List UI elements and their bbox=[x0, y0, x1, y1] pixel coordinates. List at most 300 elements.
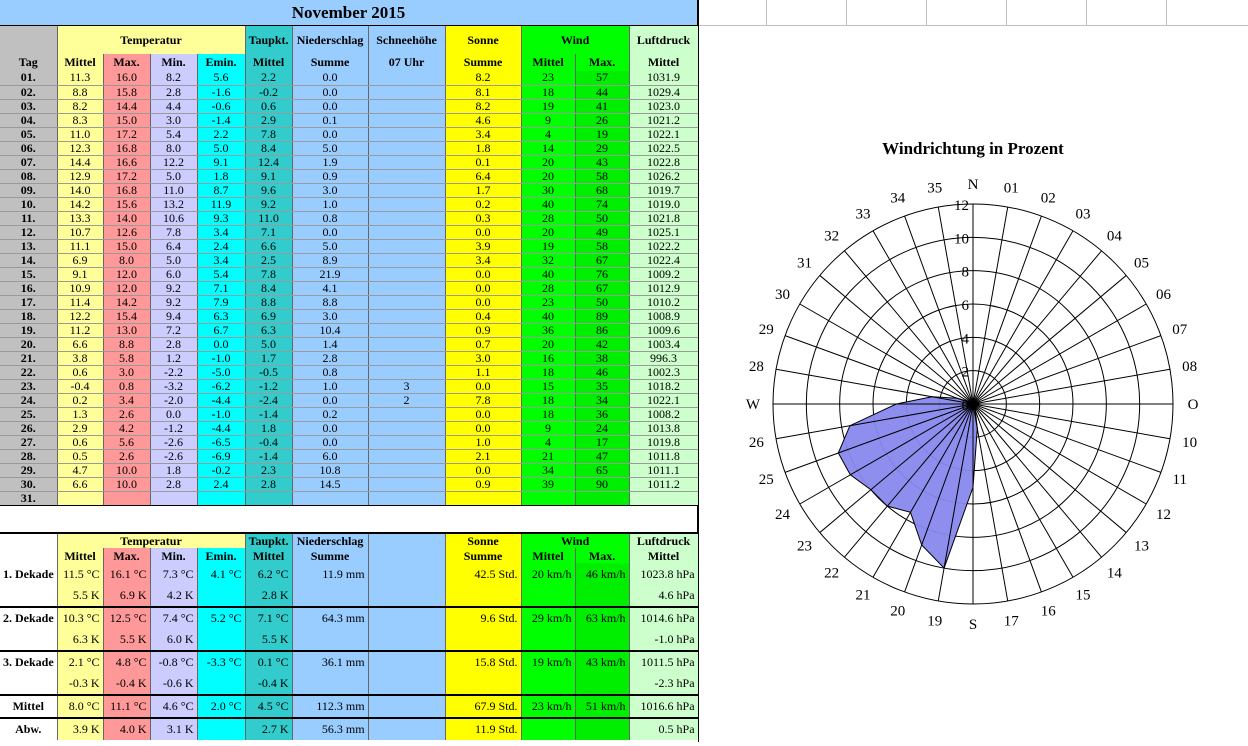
table-cell: 14.0 bbox=[57, 183, 103, 197]
table-cell: -2.4 bbox=[245, 393, 292, 407]
daily-table bbox=[0, 26, 699, 506]
table-cell: -0.4 bbox=[245, 435, 292, 449]
compass-label-o: O bbox=[1188, 397, 1199, 413]
table-row bbox=[0, 281, 698, 295]
table-cell: 8.7 bbox=[197, 183, 245, 197]
table-cell bbox=[368, 323, 445, 337]
table-cell: 0.9 bbox=[292, 169, 368, 183]
table-cell: 1019.7 bbox=[629, 183, 698, 197]
summary-cell: 56.3 mm bbox=[292, 718, 368, 740]
table-cell: 50 bbox=[575, 211, 629, 225]
table-cell: 0.0 bbox=[292, 421, 368, 435]
table-cell: 2.9 bbox=[245, 113, 292, 127]
summary-cell: 4.0 K bbox=[103, 718, 150, 740]
table-cell: 67 bbox=[575, 253, 629, 267]
table-cell bbox=[368, 197, 445, 211]
day-label: 17. bbox=[0, 295, 57, 309]
table-cell: 11.4 bbox=[57, 295, 103, 309]
table-cell: 65 bbox=[575, 463, 629, 477]
summary-cell: -0.4 K bbox=[245, 673, 292, 695]
summary-cell: 12.5 °C bbox=[103, 607, 150, 629]
summary-header-luftdruck: Luftdruck bbox=[629, 533, 698, 548]
table-cell: 0.0 bbox=[292, 99, 368, 113]
table-cell bbox=[368, 85, 445, 99]
table-cell: 11.0 bbox=[57, 127, 103, 141]
summary-header-min: Min. bbox=[150, 548, 197, 563]
table-cell bbox=[150, 491, 197, 505]
table-cell: 9.2 bbox=[150, 295, 197, 309]
summary-cell: 63 km/h bbox=[575, 607, 629, 629]
table-cell: 8.8 bbox=[292, 295, 368, 309]
table-cell: 9.4 bbox=[150, 309, 197, 323]
header-taupkt-mittel: Mittel bbox=[245, 54, 292, 71]
summary-cell: 7.1 °C bbox=[245, 607, 292, 629]
table-row bbox=[0, 183, 698, 197]
table-cell: 50 bbox=[575, 295, 629, 309]
table-cell: 1021.2 bbox=[629, 113, 698, 127]
direction-label: 22 bbox=[824, 566, 839, 582]
table-row bbox=[0, 99, 698, 113]
table-cell: 19 bbox=[575, 127, 629, 141]
day-label: 06. bbox=[0, 141, 57, 155]
day-label: 05. bbox=[0, 127, 57, 141]
summary-header-luftdruck-mittel: Mittel bbox=[629, 548, 698, 563]
table-cell: -0.5 bbox=[245, 365, 292, 379]
table-cell: 11.3 bbox=[57, 71, 103, 85]
header-niederschlag-summe: Summe bbox=[292, 54, 368, 71]
summary-cell: 4.6 hPa bbox=[629, 585, 698, 607]
summary-cell: 5.5 K bbox=[57, 585, 103, 607]
table-cell: 1021.8 bbox=[629, 211, 698, 225]
table-cell: 7.1 bbox=[197, 281, 245, 295]
table-row bbox=[0, 477, 698, 491]
table-gap bbox=[0, 505, 698, 532]
table-cell: 16.0 bbox=[103, 71, 150, 85]
summary-cell: -0.4 K bbox=[103, 673, 150, 695]
day-label: 09. bbox=[0, 183, 57, 197]
summary-cell bbox=[368, 673, 445, 695]
table-cell: 0.0 bbox=[445, 463, 521, 477]
table-cell: 9.3 bbox=[197, 211, 245, 225]
table-cell: 0.0 bbox=[445, 281, 521, 295]
table-cell: 1018.2 bbox=[629, 379, 698, 393]
chart-title: Windrichtung in Prozent bbox=[882, 139, 1064, 158]
direction-label: 34 bbox=[890, 190, 906, 206]
direction-label: 13 bbox=[1134, 538, 1149, 554]
summary-deviation-row bbox=[0, 629, 698, 651]
table-row bbox=[0, 463, 698, 477]
table-cell: 15 bbox=[521, 379, 575, 393]
table-cell: 74 bbox=[575, 197, 629, 211]
summary-cell bbox=[575, 585, 629, 607]
summary-cell: 6.3 K bbox=[57, 629, 103, 651]
summary-cell: 2.7 K bbox=[245, 718, 292, 740]
table-cell: 1002.3 bbox=[629, 365, 698, 379]
table-cell: 21 bbox=[521, 449, 575, 463]
summary-header-row-1 bbox=[0, 533, 698, 548]
summary-cell: -1.0 hPa bbox=[629, 629, 698, 651]
table-cell: -0.6 bbox=[197, 99, 245, 113]
table-cell: 0.0 bbox=[292, 85, 368, 99]
day-label: 18. bbox=[0, 309, 57, 323]
direction-label: 20 bbox=[890, 604, 905, 620]
table-cell: 10.8 bbox=[292, 463, 368, 477]
table-cell: 6.3 bbox=[245, 323, 292, 337]
summary-cell: 6.2 °C bbox=[245, 563, 292, 585]
summary-cell: 0.1 °C bbox=[245, 651, 292, 673]
summary-cell: 4.6 °C bbox=[150, 695, 197, 718]
table-cell: -0.4 bbox=[57, 379, 103, 393]
summary-label: Abw. bbox=[0, 718, 57, 740]
summary-table bbox=[0, 532, 699, 740]
table-cell: 1029.4 bbox=[629, 85, 698, 99]
table-cell bbox=[368, 477, 445, 491]
summary-cell: 3.9 K bbox=[57, 718, 103, 740]
table-cell: 1.8 bbox=[197, 169, 245, 183]
summary-cell: 8.0 °C bbox=[57, 695, 103, 718]
day-label: 30. bbox=[0, 477, 57, 491]
table-cell: 0.0 bbox=[445, 295, 521, 309]
table-cell: 14.2 bbox=[103, 295, 150, 309]
table-cell: 3.4 bbox=[445, 253, 521, 267]
table-cell bbox=[368, 267, 445, 281]
day-label: 22. bbox=[0, 365, 57, 379]
direction-label: 07 bbox=[1172, 322, 1188, 338]
header-taupkt: Taupkt. bbox=[245, 26, 292, 54]
table-cell: 34 bbox=[521, 463, 575, 477]
table-row bbox=[0, 239, 698, 253]
table-cell bbox=[368, 169, 445, 183]
table-cell: 2.4 bbox=[197, 239, 245, 253]
day-label: 21. bbox=[0, 351, 57, 365]
table-cell: 1.7 bbox=[245, 351, 292, 365]
table-cell: 2.9 bbox=[57, 421, 103, 435]
table-cell: -1.0 bbox=[197, 407, 245, 421]
page-title: November 2015 bbox=[0, 0, 698, 26]
table-cell: 18 bbox=[521, 407, 575, 421]
table-row bbox=[0, 169, 698, 183]
table-cell: -6.2 bbox=[197, 379, 245, 393]
table-cell: 3.4 bbox=[103, 393, 150, 407]
direction-label: 23 bbox=[797, 538, 812, 554]
summary-cell: -2.3 hPa bbox=[629, 673, 698, 695]
table-cell: 8.2 bbox=[57, 99, 103, 113]
table-cell: 9.1 bbox=[245, 169, 292, 183]
table-cell: 0.0 bbox=[445, 407, 521, 421]
table-cell: 1013.8 bbox=[629, 421, 698, 435]
table-cell: 20 bbox=[521, 169, 575, 183]
table-cell: 0.2 bbox=[292, 407, 368, 421]
summary-cell bbox=[368, 585, 445, 607]
day-label: 14. bbox=[0, 253, 57, 267]
table-cell: 3.0 bbox=[103, 365, 150, 379]
table-cell: 47 bbox=[575, 449, 629, 463]
header-mittel: Mittel bbox=[57, 54, 103, 71]
table-cell: 1011.2 bbox=[629, 477, 698, 491]
summary-label bbox=[0, 629, 57, 651]
table-cell: 3.0 bbox=[150, 113, 197, 127]
table-cell: 2.3 bbox=[245, 463, 292, 477]
header-sonne-summe: Summe bbox=[445, 54, 521, 71]
table-cell: 6.6 bbox=[245, 239, 292, 253]
table-cell: 1.1 bbox=[445, 365, 521, 379]
table-cell: 1019.8 bbox=[629, 435, 698, 449]
table-cell: 13.0 bbox=[103, 323, 150, 337]
table-cell: 49 bbox=[575, 225, 629, 239]
summary-cell: 6.9 K bbox=[103, 585, 150, 607]
table-cell: 12.3 bbox=[57, 141, 103, 155]
table-cell bbox=[575, 491, 629, 505]
day-label: 15. bbox=[0, 267, 57, 281]
table-cell bbox=[368, 351, 445, 365]
table-row bbox=[0, 197, 698, 211]
table-row bbox=[0, 379, 698, 393]
summary-cell: -0.8 °C bbox=[150, 651, 197, 673]
summary-header-niederschlag-summe: Summe bbox=[292, 548, 368, 563]
table-cell: 1022.4 bbox=[629, 253, 698, 267]
header-wind: Wind bbox=[521, 26, 629, 54]
table-cell: -6.5 bbox=[197, 435, 245, 449]
table-cell: 9.2 bbox=[245, 197, 292, 211]
table-cell: -1.6 bbox=[197, 85, 245, 99]
header-temperatur: Temperatur bbox=[57, 26, 245, 54]
summary-header-temperatur: Temperatur bbox=[57, 533, 245, 548]
summary-cell: 16.1 °C bbox=[103, 563, 150, 585]
table-cell: 5.4 bbox=[150, 127, 197, 141]
table-cell: 67 bbox=[575, 281, 629, 295]
table-cell: -4.4 bbox=[197, 421, 245, 435]
table-cell: 5.0 bbox=[292, 239, 368, 253]
table-cell: 1.0 bbox=[292, 197, 368, 211]
table-cell: 5.6 bbox=[103, 435, 150, 449]
header-tag: Tag bbox=[0, 54, 57, 71]
table-cell: 5.8 bbox=[103, 351, 150, 365]
compass-label-s: S bbox=[969, 617, 977, 633]
table-cell: 0.0 bbox=[292, 225, 368, 239]
table-cell: 1025.1 bbox=[629, 225, 698, 239]
direction-label: 06 bbox=[1156, 287, 1172, 303]
table-cell: 11.0 bbox=[150, 183, 197, 197]
summary-row bbox=[0, 607, 698, 629]
wind-rose-chart bbox=[698, 26, 1248, 742]
summary-label: 3. Dekade bbox=[0, 651, 57, 673]
table-cell: 17 bbox=[575, 435, 629, 449]
day-label: 28. bbox=[0, 449, 57, 463]
table-cell: 28 bbox=[521, 211, 575, 225]
table-row bbox=[0, 267, 698, 281]
table-cell: -3.2 bbox=[150, 379, 197, 393]
table-cell: 40 bbox=[521, 197, 575, 211]
table-cell: 1008.2 bbox=[629, 407, 698, 421]
table-cell: 2.6 bbox=[103, 449, 150, 463]
table-cell: 0.7 bbox=[445, 337, 521, 351]
direction-label: 26 bbox=[749, 435, 765, 451]
summary-cell: 11.9 Std. bbox=[445, 718, 521, 740]
summary-cell: 19 km/h bbox=[521, 651, 575, 673]
table-cell: 86 bbox=[575, 323, 629, 337]
table-cell: 4 bbox=[521, 127, 575, 141]
summary-cell bbox=[575, 629, 629, 651]
header-luftdruck: Luftdruck bbox=[629, 26, 698, 54]
table-cell: 0.9 bbox=[445, 323, 521, 337]
table-cell: 39 bbox=[521, 477, 575, 491]
table-cell: -1.4 bbox=[245, 449, 292, 463]
table-cell: 10.6 bbox=[150, 211, 197, 225]
table-cell: 15.4 bbox=[103, 309, 150, 323]
direction-label: 16 bbox=[1041, 604, 1057, 620]
summary-cell: 7.3 °C bbox=[150, 563, 197, 585]
table-cell: 5.0 bbox=[150, 253, 197, 267]
table-cell bbox=[445, 491, 521, 505]
table-cell: 0.4 bbox=[445, 309, 521, 323]
table-cell: 29 bbox=[575, 141, 629, 155]
direction-label: 19 bbox=[927, 614, 942, 630]
table-cell: 15.6 bbox=[103, 197, 150, 211]
direction-label: 24 bbox=[775, 507, 791, 523]
table-cell: 0.0 bbox=[292, 435, 368, 449]
summary-cell bbox=[368, 607, 445, 629]
summary-cell bbox=[368, 695, 445, 718]
summary-cell: 11.5 °C bbox=[57, 563, 103, 585]
radial-tick-label: 8 bbox=[962, 265, 970, 281]
table-cell: 8.8 bbox=[57, 85, 103, 99]
table-cell: 38 bbox=[575, 351, 629, 365]
table-cell: 1011.8 bbox=[629, 449, 698, 463]
summary-cell: 2.0 °C bbox=[197, 695, 245, 718]
table-cell: 18 bbox=[521, 393, 575, 407]
direction-label: 05 bbox=[1134, 256, 1149, 272]
table-cell: 4.7 bbox=[57, 463, 103, 477]
summary-cell bbox=[292, 629, 368, 651]
table-cell: 14.5 bbox=[292, 477, 368, 491]
table-cell bbox=[368, 155, 445, 169]
table-cell: 2.4 bbox=[197, 477, 245, 491]
header-07-uhr: 07 Uhr bbox=[368, 54, 445, 71]
table-cell: -2.6 bbox=[150, 435, 197, 449]
header-sonne: Sonne bbox=[445, 26, 521, 54]
table-cell: 5.0 bbox=[292, 141, 368, 155]
summary-header-taupkt-mittel: Mittel bbox=[245, 548, 292, 563]
table-cell: 1019.0 bbox=[629, 197, 698, 211]
table-cell: 14 bbox=[521, 141, 575, 155]
header-luftdruck-mittel: Mittel bbox=[629, 54, 698, 71]
table-row bbox=[0, 71, 698, 85]
table-cell: -0.2 bbox=[245, 85, 292, 99]
day-label: 24. bbox=[0, 393, 57, 407]
table-cell: -5.0 bbox=[197, 365, 245, 379]
table-cell: 40 bbox=[521, 267, 575, 281]
table-cell bbox=[245, 491, 292, 505]
table-cell: 1012.9 bbox=[629, 281, 698, 295]
summary-cell: 1014.6 hPa bbox=[629, 607, 698, 629]
table-cell bbox=[368, 491, 445, 505]
table-cell: 1.8 bbox=[150, 463, 197, 477]
table-cell: 1010.2 bbox=[629, 295, 698, 309]
table-cell: 7.8 bbox=[150, 225, 197, 239]
table-cell: 0.0 bbox=[292, 393, 368, 407]
table-cell bbox=[197, 491, 245, 505]
table-cell: 3.4 bbox=[445, 127, 521, 141]
table-row bbox=[0, 323, 698, 337]
table-cell: 8.1 bbox=[445, 85, 521, 99]
table-cell: 9.2 bbox=[150, 281, 197, 295]
summary-cell: 5.2 °C bbox=[197, 607, 245, 629]
table-cell bbox=[368, 225, 445, 239]
table-cell: 5.0 bbox=[150, 169, 197, 183]
table-cell: 6.7 bbox=[197, 323, 245, 337]
table-cell: 2.1 bbox=[445, 449, 521, 463]
table-cell bbox=[368, 295, 445, 309]
summary-cell: 4.1 °C bbox=[197, 563, 245, 585]
table-cell: -6.9 bbox=[197, 449, 245, 463]
table-cell: 6.4 bbox=[445, 169, 521, 183]
table-cell bbox=[368, 127, 445, 141]
table-cell: 3.9 bbox=[445, 239, 521, 253]
table-cell: 3.0 bbox=[292, 309, 368, 323]
direction-label: 15 bbox=[1076, 588, 1091, 604]
table-cell: 3.4 bbox=[197, 253, 245, 267]
table-cell: 1.2 bbox=[150, 351, 197, 365]
direction-label: 12 bbox=[1156, 507, 1171, 523]
table-cell: 5.0 bbox=[197, 141, 245, 155]
summary-label: 1. Dekade bbox=[0, 563, 57, 585]
table-cell: 0.0 bbox=[150, 407, 197, 421]
table-cell: 0.0 bbox=[445, 267, 521, 281]
direction-label: 11 bbox=[1173, 472, 1187, 488]
table-cell: 8.2 bbox=[150, 71, 197, 85]
table-cell: 7.8 bbox=[245, 127, 292, 141]
summary-header-sonne: Sonne bbox=[445, 533, 521, 548]
summary-label bbox=[0, 585, 57, 607]
table-cell: 90 bbox=[575, 477, 629, 491]
table-cell: 16 bbox=[521, 351, 575, 365]
summary-cell bbox=[368, 629, 445, 651]
table-cell bbox=[368, 211, 445, 225]
day-label: 08. bbox=[0, 169, 57, 183]
summary-cell: 11.1 °C bbox=[103, 695, 150, 718]
table-cell bbox=[103, 491, 150, 505]
table-cell bbox=[368, 253, 445, 267]
table-cell: 30 bbox=[521, 183, 575, 197]
table-cell: 16.6 bbox=[103, 155, 150, 169]
table-cell: 0.1 bbox=[445, 155, 521, 169]
table-row bbox=[0, 155, 698, 169]
table-cell: 7.1 bbox=[245, 225, 292, 239]
table-cell bbox=[521, 491, 575, 505]
summary-row bbox=[0, 651, 698, 673]
table-cell: 17.2 bbox=[103, 127, 150, 141]
summary-cell bbox=[575, 718, 629, 740]
table-cell: 8.4 bbox=[245, 141, 292, 155]
summary-label: 2. Dekade bbox=[0, 607, 57, 629]
summary-cell bbox=[445, 673, 521, 695]
summary-cell: 3.1 K bbox=[150, 718, 197, 740]
table-cell: 1.7 bbox=[445, 183, 521, 197]
table-cell: 6.6 bbox=[57, 477, 103, 491]
table-row bbox=[0, 351, 698, 365]
day-label: 10. bbox=[0, 197, 57, 211]
table-cell: 4.2 bbox=[103, 421, 150, 435]
table-cell: 3.0 bbox=[445, 351, 521, 365]
table-cell: 21.9 bbox=[292, 267, 368, 281]
summary-cell: -0.6 K bbox=[150, 673, 197, 695]
table-cell: 6.0 bbox=[292, 449, 368, 463]
table-cell: 0.0 bbox=[445, 225, 521, 239]
table-row bbox=[0, 295, 698, 309]
table-cell: 2.2 bbox=[197, 127, 245, 141]
summary-cell bbox=[521, 585, 575, 607]
table-cell: 0.6 bbox=[57, 365, 103, 379]
